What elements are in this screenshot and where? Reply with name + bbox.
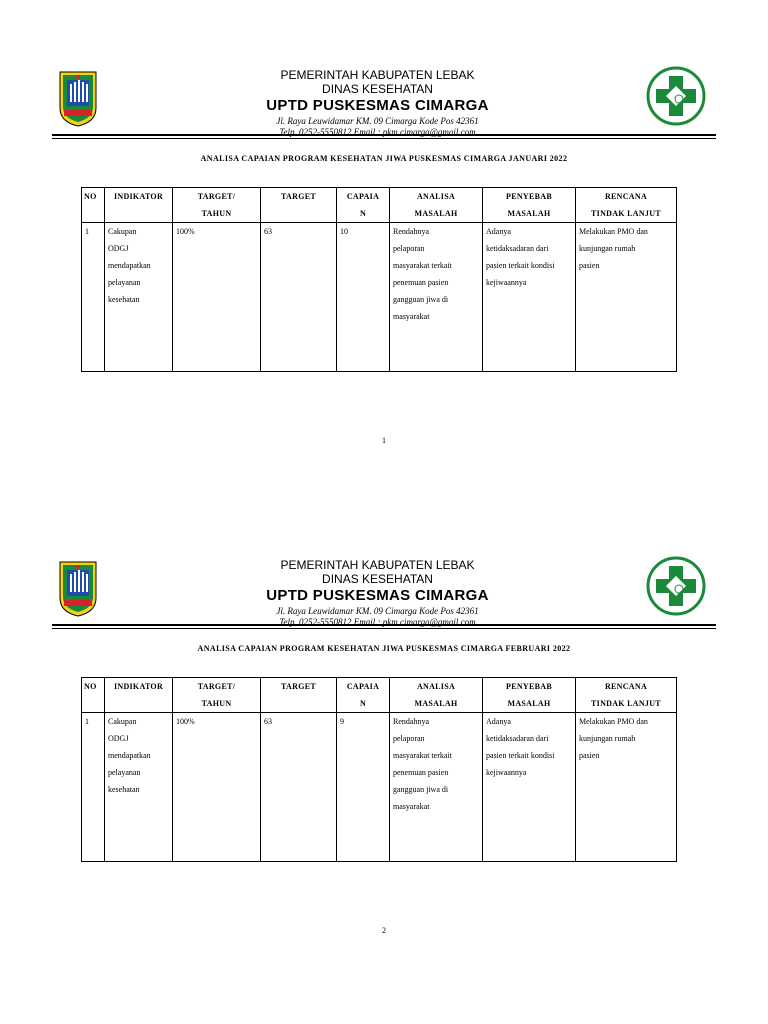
- table-header-row: [82, 188, 677, 223]
- column-header: NO: [82, 678, 105, 713]
- cell-analisa: Rendahnya pelaporan masyarakat terkait penemuan pasien gangguan jiwa di masyarakat: [390, 223, 483, 372]
- column-header: INDIKATOR: [105, 678, 173, 713]
- letterhead-department: DINAS KESEHATAN: [322, 572, 433, 586]
- column-header: TARGET: [261, 188, 337, 223]
- letterhead: [200, 68, 555, 138]
- column-header: INDIKATOR: [105, 188, 173, 223]
- column-header: ANALISA MASALAH: [390, 188, 483, 223]
- cell-target-tahun: 100%: [173, 713, 261, 862]
- puskesmas-cross-logo-icon: [646, 556, 706, 616]
- lebak-regency-emblem-icon: [58, 560, 98, 618]
- page-number: 1: [382, 436, 386, 445]
- letterhead-department: DINAS KESEHATAN: [322, 82, 433, 96]
- column-header: CAPAIA N: [337, 678, 390, 713]
- document-title: ANALISA CAPAIAN PROGRAM KESEHATAN JIWA PUSKESMAS CIMARGA FEBRUARI 2022: [197, 644, 571, 653]
- letterhead-rule: [52, 138, 716, 139]
- table-header-row: [82, 678, 677, 713]
- cell-rencana: Melakukan PMO dan kunjungan rumah pasien: [576, 223, 677, 372]
- cell-capaian: 9: [337, 713, 390, 862]
- column-header: PENYEBAB MASALAH: [483, 678, 576, 713]
- column-header: RENCANA TINDAK LANJUT: [576, 188, 677, 223]
- letterhead-rule: [52, 628, 716, 629]
- document-page: [0, 490, 768, 980]
- letterhead-government: PEMERINTAH KABUPATEN LEBAK: [280, 68, 475, 82]
- letterhead-contact: Telp. 0252-5550812 Email : pkm.cimarga@gmail.com: [279, 127, 476, 137]
- letterhead-contact: Telp. 0252-5550812 Email : pkm.cimarga@gmail.com: [279, 617, 476, 627]
- cell-indikator: Cakupan ODGJ mendapatkan pelayanan kesehatan: [105, 223, 173, 372]
- cell-penyebab: Adanya ketidaksadaran dari pasien terkait kondisi kejiwaannya: [483, 223, 576, 372]
- cell-no: 1: [82, 223, 105, 372]
- column-header: PENYEBAB MASALAH: [483, 188, 576, 223]
- column-header: TARGET: [261, 678, 337, 713]
- cell-target: 63: [261, 223, 337, 372]
- cell-rencana: Melakukan PMO dan kunjungan rumah pasien: [576, 713, 677, 862]
- table-row: [82, 223, 677, 372]
- column-header: ANALISA MASALAH: [390, 678, 483, 713]
- cell-target-tahun: 100%: [173, 223, 261, 372]
- lebak-regency-emblem-icon: [58, 70, 98, 128]
- letterhead-address: Jl. Raya Leuwidamar KM. 09 Cimarga Kode Pos 42361: [276, 116, 479, 126]
- cell-analisa: Rendahnya pelaporan masyarakat terkait penemuan pasien gangguan jiwa di masyarakat: [390, 713, 483, 862]
- letterhead-rule: [52, 134, 716, 136]
- table-row: [82, 713, 677, 862]
- letterhead-government: PEMERINTAH KABUPATEN LEBAK: [280, 558, 475, 572]
- cell-target: 63: [261, 713, 337, 862]
- letterhead-institution: UPTD PUSKESMAS CIMARGA: [266, 587, 489, 604]
- cell-penyebab: Adanya ketidaksadaran dari pasien terkait kondisi kejiwaannya: [483, 713, 576, 862]
- page-number: 2: [382, 926, 386, 935]
- document-title: ANALISA CAPAIAN PROGRAM KESEHATAN JIWA PUSKESMAS CIMARGA JANUARI 2022: [200, 154, 568, 163]
- document-page: [0, 0, 768, 490]
- letterhead: [200, 558, 555, 628]
- cell-indikator: Cakupan ODGJ mendapatkan pelayanan kesehatan: [105, 713, 173, 862]
- column-header: TARGET/ TAHUN: [173, 188, 261, 223]
- letterhead-address: Jl. Raya Leuwidamar KM. 09 Cimarga Kode Pos 42361: [276, 606, 479, 616]
- analysis-table: [81, 187, 677, 372]
- column-header: TARGET/ TAHUN: [173, 678, 261, 713]
- analysis-table: [81, 677, 677, 862]
- letterhead-institution: UPTD PUSKESMAS CIMARGA: [266, 97, 489, 114]
- letterhead-rule: [52, 624, 716, 626]
- column-header: CAPAIA N: [337, 188, 390, 223]
- cell-no: 1: [82, 713, 105, 862]
- puskesmas-cross-logo-icon: [646, 66, 706, 126]
- column-header: RENCANA TINDAK LANJUT: [576, 678, 677, 713]
- column-header: NO: [82, 188, 105, 223]
- cell-capaian: 10: [337, 223, 390, 372]
